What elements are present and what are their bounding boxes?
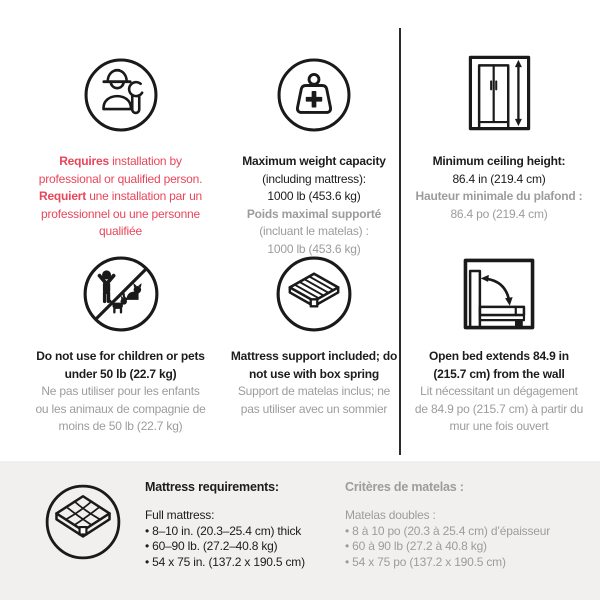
feature-ceiling-height [403, 20, 595, 223]
mattress-specs-fr [345, 524, 550, 571]
feature-text: Do not use for children or pets [36, 349, 205, 363]
mattress-specs-en [145, 524, 305, 571]
feature-text: moins de 50 lb (22.7 kg) [58, 419, 183, 433]
spec-item: • 60 à 90 lb (27.2 à 40.8 kg) [345, 539, 550, 555]
feature-text: pas utiliser avec un sommier [240, 401, 388, 416]
feature-text: Lit nécessitant un dégagement [420, 384, 578, 398]
feature-text: Hauteur minimale du plafond : [415, 189, 583, 203]
feature-text: Open bed extends 84.9 in [429, 349, 569, 363]
no-children-pets-icon [82, 255, 160, 333]
installer-icon [83, 57, 159, 133]
feature-text: Support de matelas inclus; ne [237, 384, 391, 398]
feature-text: 1000 lb (453.6 kg) [267, 241, 361, 256]
feature-text: Minimum ceiling height: [432, 154, 566, 168]
feature-installation: Requires installation by professional or qualified person. Requiert une installation par un professionnel ou une personne qualifiée [18, 20, 223, 241]
mattress-support-icon [275, 255, 353, 333]
feature-text: Requires [59, 154, 109, 168]
feature-text: not use with box spring [248, 366, 380, 381]
feature-text: under 50 lb (22.7 kg) [64, 366, 177, 381]
feature-text: (incluant le matelas) : [259, 224, 369, 238]
mattress-icon [44, 483, 122, 561]
feature-text: 86.4 po (219.4 cm) [450, 206, 548, 221]
mattress-requirements-en [145, 480, 305, 570]
feature-text: Poids maximal supporté [246, 206, 382, 221]
mattress-subtitle-fr: Matelas doubles : [345, 508, 436, 522]
feature-open-bed [403, 230, 595, 436]
spec-item: • 8–10 in. (20.3–25.4 cm) thick [145, 524, 305, 540]
mattress-requirements-fr [345, 480, 550, 570]
feature-text: Requiert [38, 189, 87, 203]
feature-text: (215.7 cm) from the wall [433, 366, 565, 381]
feature-text: (including mattress): [262, 171, 366, 186]
feature-text: ou les animaux de compagnie de [35, 401, 206, 416]
feature-text: mur une fois ouvert [449, 419, 549, 433]
mattress-requirements-title: Mattress requirements: [145, 480, 279, 494]
mattress-requirements-section [0, 461, 600, 600]
feature-text: Ne pas utiliser pour les enfants [41, 384, 200, 398]
feature-text: Maximum weight capacity [242, 154, 386, 168]
ceiling-height-icon [463, 53, 536, 133]
feature-text: professionnel ou une personne [41, 206, 200, 221]
feature-text: professional or qualified person. [38, 171, 203, 186]
feature-text: 86.4 in (219.4 cm) [452, 171, 546, 186]
feature-max-weight [222, 20, 406, 258]
feature-text: qualifiée [99, 224, 142, 238]
spec-item: • 54 x 75 in. (137.2 x 190.5 cm) [145, 555, 305, 571]
feature-text: de 84.9 po (215.7 cm) à partir du [414, 401, 584, 416]
feature-text: 1000 lb (453.6 kg) [267, 189, 361, 203]
feature-text: Mattress support included; do [230, 349, 398, 363]
weight-icon [276, 57, 352, 133]
spec-item: • 60–90 lb. (27.2–40.8 kg) [145, 539, 305, 555]
feature-mattress-support [222, 230, 406, 418]
spec-item: • 54 x 75 po (137.2 x 190.5 cm) [345, 555, 550, 571]
mattress-requirements-title-fr: Critères de matelas : [345, 480, 464, 494]
open-bed-icon [460, 255, 538, 333]
mattress-subtitle: Full mattress: [145, 508, 215, 522]
spec-item: • 8 à 10 po (20.3 à 25.4 cm) d’épaisseur [345, 524, 550, 540]
feature-no-children-pets [18, 230, 223, 436]
